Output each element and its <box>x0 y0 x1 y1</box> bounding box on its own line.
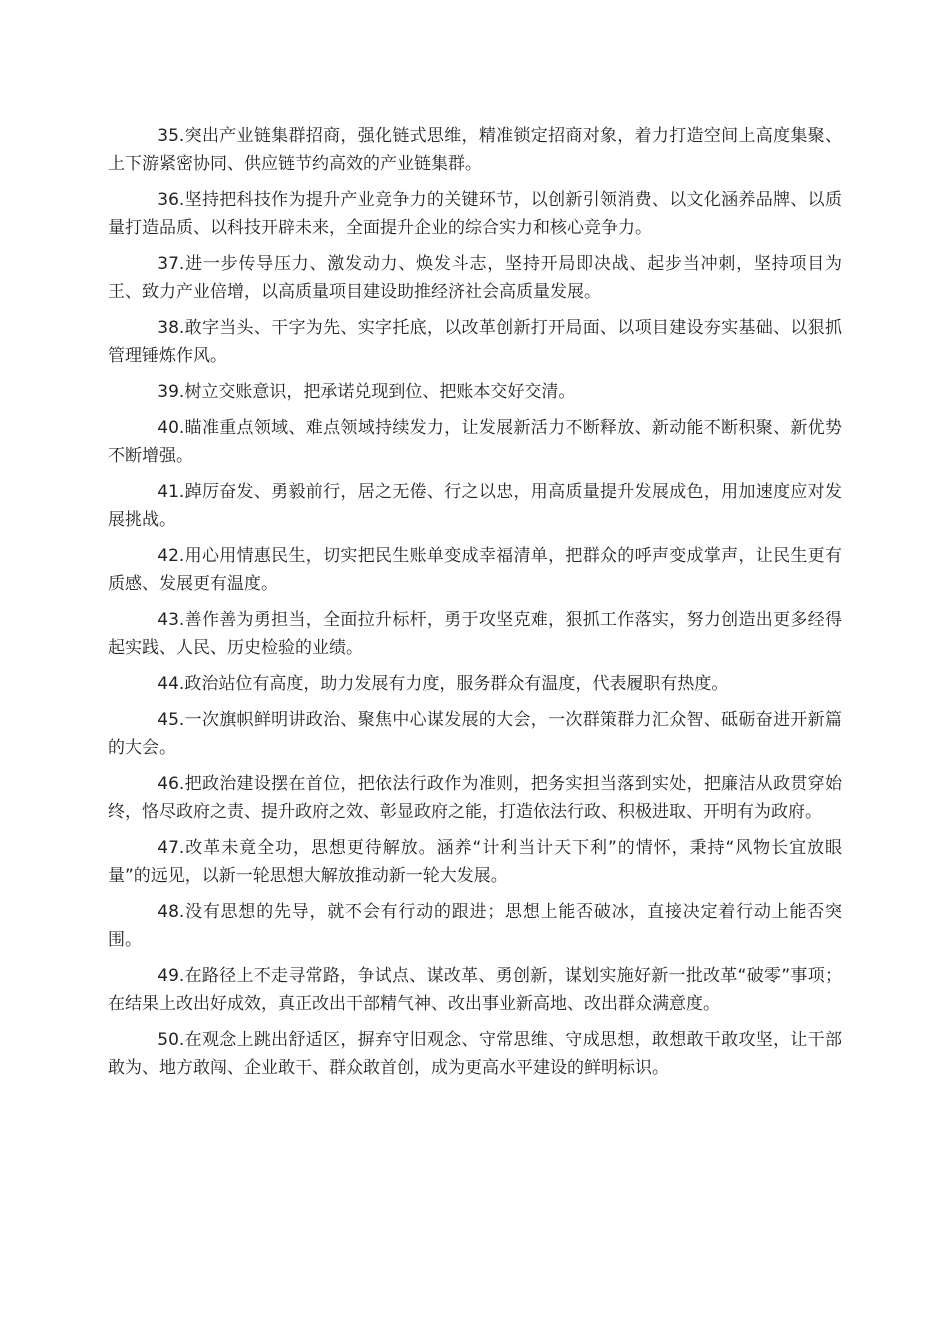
paragraph-45: 45.一次旗帜鲜明讲政治、聚焦中心谋发展的大会，一次群策群力汇众智、砥砺奋进开新篇的大会。 <box>108 710 842 758</box>
paragraph-38: 38.敢字当头、干字为先、实字托底，以改革创新打开局面、以项目建设夯实基础、以狠抓管理锤炼作风。 <box>108 318 842 366</box>
paragraph-42: 42.用心用情惠民生，切实把民生账单变成幸福清单，把群众的呼声变成掌声，让民生更有质感、发展更有温度。 <box>108 546 842 594</box>
paragraph-41: 41.踔厉奋发、勇毅前行，居之无倦、行之以忠，用高质量提升发展成色，用加速度应对发展挑战。 <box>108 482 842 530</box>
paragraph-40: 40.瞄准重点领域、难点领域持续发力，让发展新活力不断释放、新动能不断积聚、新优势不断增强。 <box>108 418 842 466</box>
paragraph-44: 44.政治站位有高度，助力发展有力度，服务群众有温度，代表履职有热度。 <box>157 674 729 694</box>
document-page <box>108 122 842 1090</box>
paragraph-47: 47.改革未竟全功，思想更待解放。涵养“计利当计天下利”的情怀，秉持“风物长宜放眼量”的远见，以新一轮思想大解放推动新一轮大发展。 <box>108 838 842 886</box>
paragraph-39: 39.树立交账意识，把承诺兑现到位、把账本交好交清。 <box>157 382 576 402</box>
paragraph-50: 50.在观念上跳出舒适区，摒弃守旧观念、守常思维、守成思想，敢想敢干敢攻坚，让干部敢为、地方敢闯、企业敢干、群众敢首创，成为更高水平建设的鲜明标识。 <box>108 1030 842 1078</box>
paragraph-36: 36.坚持把科技作为提升产业竞争力的关键环节，以创新引领消费、以文化涵养品牌、以质量打造品质、以科技开辟未来，全面提升企业的综合实力和核心竞争力。 <box>108 190 842 238</box>
paragraph-37: 37.进一步传导压力、激发动力、焕发斗志，坚持开局即决战、起步当冲刺，坚持项目为王、致力产业倍增，以高质量项目建设助推经济社会高质量发展。 <box>108 254 842 302</box>
paragraph-49: 49.在路径上不走寻常路，争试点、谋改革、勇创新，谋划实施好新一批改革“破零”事项；在结果上改出好成效，真正改出干部精气神、改出事业新高地、改出群众满意度。 <box>108 966 842 1014</box>
paragraph-43: 43.善作善为勇担当，全面拉升标杆，勇于攻坚克难，狠抓工作落实，努力创造出更多经得起实践、人民、历史检验的业绩。 <box>108 610 842 658</box>
paragraph-48: 48.没有思想的先导，就不会有行动的跟进；思想上能否破冰，直接决定着行动上能否突围。 <box>108 902 842 950</box>
paragraph-46: 46.把政治建设摆在首位，把依法行政作为准则，把务实担当落到实处，把廉洁从政贯穿始终，恪尽政府之责、提升政府之效、彰显政府之能，打造依法行政、积极进取、开明有为政府。 <box>108 774 842 822</box>
paragraph-35: 35.突出产业链集群招商，强化链式思维，精准锁定招商对象，着力打造空间上高度集聚、上下游紧密协同、供应链节约高效的产业链集群。 <box>108 126 842 174</box>
